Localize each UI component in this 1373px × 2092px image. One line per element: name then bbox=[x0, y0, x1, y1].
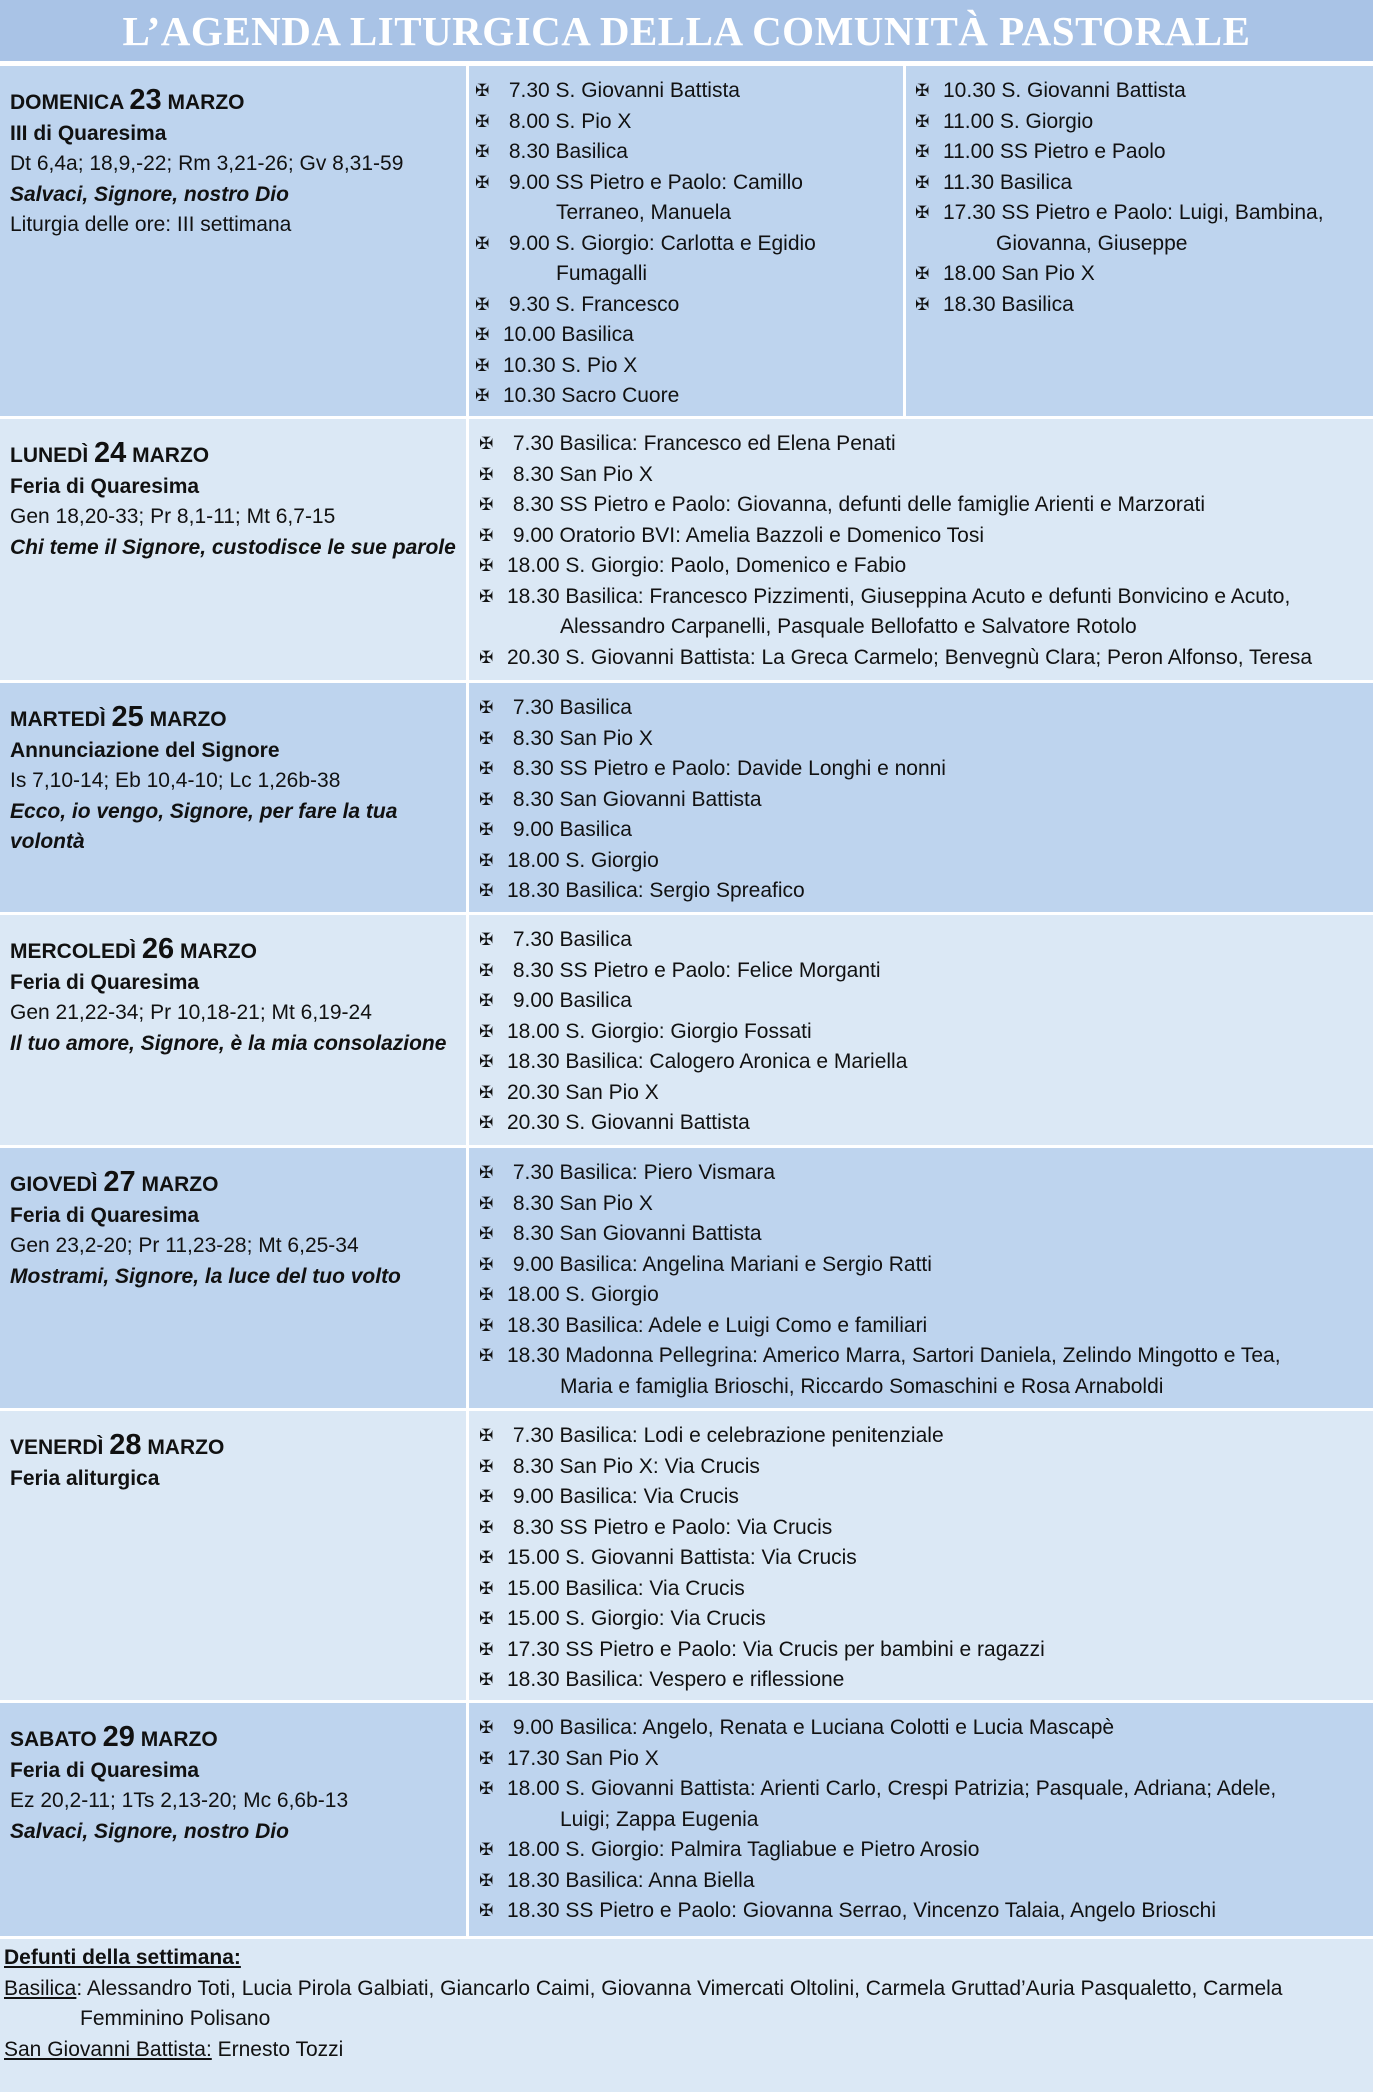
mass-item bbox=[915, 198, 1373, 259]
cross-icon: ✠ bbox=[479, 1082, 494, 1102]
mass-text: 8.30 San Pio X bbox=[507, 1191, 653, 1215]
mass-text: 10.30 S. Pio X bbox=[503, 353, 638, 377]
cross-icon: ✠ bbox=[479, 1163, 494, 1182]
cross-icon: ✠ bbox=[479, 1670, 494, 1689]
day-month: MARZO bbox=[167, 91, 245, 114]
masses-column-2 bbox=[906, 66, 1373, 416]
day-row bbox=[0, 63, 1373, 416]
mass-text: 18.30 Basilica: Sergio Spreafico bbox=[507, 879, 805, 902]
cross-icon: ✠ bbox=[479, 930, 494, 949]
mass-item bbox=[475, 168, 903, 229]
cross-icon: ✠ bbox=[479, 1193, 494, 1213]
masses-column-1 bbox=[469, 66, 906, 416]
cross-icon: ✠ bbox=[479, 1748, 494, 1768]
cross-icon: ✠ bbox=[475, 233, 490, 253]
day-number: 24 bbox=[94, 437, 127, 469]
mass-text: 18.30 Madonna Pellegrina: Americo Marra, Sartori Daniela, Zelindo Mingotto e Tea, bbox=[507, 1344, 1281, 1367]
masses-list bbox=[469, 683, 1373, 912]
day-info bbox=[0, 683, 469, 912]
day-date bbox=[10, 1722, 456, 1756]
masses-list bbox=[469, 915, 1373, 1145]
mass-text: 9.00 Oratorio BVI: Amelia Bazzoli e Domenico Tosi bbox=[507, 523, 985, 547]
mass-item bbox=[479, 429, 1373, 460]
cross-icon: ✠ bbox=[915, 142, 930, 161]
mass-text-continued: Alessandro Carpanelli, Pasquale Bellofatto e Salvatore Rotolo bbox=[560, 615, 1137, 638]
cross-icon: ✠ bbox=[915, 203, 930, 222]
day-date bbox=[10, 85, 456, 119]
mass-text: 18.30 Basilica: Calogero Aronica e Mariella bbox=[507, 1050, 908, 1073]
mass-text: 7.30 S. Giovanni Battista bbox=[503, 79, 740, 102]
day-readings: Gen 23,2-20; Pr 11,23-28; Mt 6,25-34 bbox=[10, 1234, 359, 1257]
mass-text: 7.30 Basilica bbox=[507, 928, 632, 951]
mass-item bbox=[479, 1341, 1373, 1402]
mass-text: 8.30 SS Pietro e Paolo: Felice Morganti bbox=[507, 958, 881, 982]
mass-item bbox=[479, 1896, 1373, 1927]
mass-item bbox=[479, 1047, 1373, 1078]
cross-icon: ✠ bbox=[479, 1052, 494, 1071]
mass-item bbox=[479, 643, 1373, 674]
mass-item bbox=[479, 815, 1373, 846]
mass-text: 18.00 San Pio X bbox=[943, 262, 1095, 285]
day-feast: Feria aliturgica bbox=[10, 1466, 160, 1490]
mass-text: 15.00 Basilica: Via Crucis bbox=[507, 1576, 745, 1600]
mass-text: 11.00 SS Pietro e Paolo bbox=[943, 140, 1166, 163]
mass-item bbox=[475, 137, 903, 168]
day-weekday: MERCOLEDÌ bbox=[10, 940, 136, 963]
cross-icon: ✠ bbox=[479, 434, 494, 453]
mass-item bbox=[475, 381, 903, 412]
mass-item bbox=[475, 107, 903, 138]
mass-text: 8.30 San Giovanni Battista bbox=[507, 787, 762, 811]
day-number: 25 bbox=[111, 701, 144, 733]
mass-text-continued: Giovanna, Giuseppe bbox=[996, 231, 1188, 255]
cross-icon: ✠ bbox=[479, 728, 494, 748]
cross-icon: ✠ bbox=[479, 586, 494, 606]
page-title: L’AGENDA LITURGICA DELLA COMUNITÀ PASTORALE bbox=[122, 7, 1251, 54]
mass-item bbox=[479, 551, 1373, 582]
day-readings: Gen 18,20-33; Pr 8,1-11; Mt 6,7-15 bbox=[10, 505, 336, 528]
mass-text: 15.00 S. Giovanni Battista: Via Crucis bbox=[507, 1546, 857, 1569]
day-psalm: Ecco, io vengo, Signore, per fare la tua volontà bbox=[10, 799, 398, 853]
day-date bbox=[10, 702, 456, 736]
mass-text-continued: Terraneo, Manuela bbox=[556, 201, 732, 224]
mass-text-continued: Maria e famiglia Brioschi, Riccardo Somaschini e Rosa Arnaboldi bbox=[560, 1374, 1164, 1398]
mass-text: 7.30 Basilica: Piero Vismara bbox=[507, 1161, 776, 1184]
deceased-sgb bbox=[4, 2035, 1369, 2066]
cross-icon: ✠ bbox=[475, 386, 490, 405]
deceased-sgb-label: San Giovanni Battista: bbox=[4, 2037, 212, 2061]
cross-icon: ✠ bbox=[475, 172, 490, 192]
day-weekday: LUNEDÌ bbox=[10, 444, 89, 467]
mass-item bbox=[479, 1543, 1373, 1574]
mass-item bbox=[479, 521, 1373, 552]
mass-item bbox=[475, 290, 903, 321]
mass-text: 8.00 S. Pio X bbox=[503, 109, 632, 133]
mass-item bbox=[915, 137, 1373, 168]
cross-icon: ✠ bbox=[915, 111, 930, 131]
day-info bbox=[0, 419, 469, 680]
mass-text: 18.00 S. Giorgio: Palmira Tagliabue e Pietro Arosio bbox=[507, 1838, 980, 1861]
mass-item bbox=[479, 956, 1373, 987]
day-number: 28 bbox=[109, 1429, 142, 1461]
mass-text: 7.30 Basilica: Lodi e celebrazione penitenziale bbox=[507, 1424, 944, 1447]
deceased-heading: Defunti della settimana: bbox=[4, 1946, 241, 1969]
mass-item bbox=[915, 290, 1373, 321]
mass-text: 15.00 S. Giorgio: Via Crucis bbox=[507, 1607, 766, 1630]
deceased-sgb-names: Ernesto Tozzi bbox=[211, 2037, 344, 2061]
cross-icon: ✠ bbox=[479, 1840, 494, 1859]
mass-text: 7.30 Basilica: Francesco ed Elena Penati bbox=[507, 432, 896, 455]
masses-list bbox=[469, 1703, 1373, 1936]
mass-text-continued: Fumagalli bbox=[556, 262, 648, 285]
mass-text: 8.30 San Giovanni Battista bbox=[507, 1222, 762, 1245]
day-weekday: VENERDÌ bbox=[10, 1436, 104, 1459]
day-psalm: Mostrami, Signore, la luce del tuo volto bbox=[10, 1264, 401, 1288]
mass-item bbox=[479, 1219, 1373, 1250]
cross-icon: ✠ bbox=[479, 1285, 494, 1304]
mass-item bbox=[479, 1250, 1373, 1281]
cross-icon: ✠ bbox=[479, 1517, 494, 1537]
cross-icon: ✠ bbox=[479, 1779, 494, 1798]
day-readings: Is 7,10-14; Eb 10,4-10; Lc 1,26b-38 bbox=[10, 769, 341, 792]
day-row bbox=[0, 680, 1373, 912]
day-psalm: Il tuo amore, Signore, è la mia consolazione bbox=[10, 1031, 447, 1055]
cross-icon: ✠ bbox=[479, 1224, 494, 1243]
mass-text: 10.00 Basilica bbox=[503, 323, 634, 346]
cross-icon: ✠ bbox=[479, 1578, 494, 1598]
day-row bbox=[0, 416, 1373, 680]
mass-item bbox=[475, 351, 903, 382]
cross-icon: ✠ bbox=[915, 172, 930, 192]
cross-icon: ✠ bbox=[479, 1487, 494, 1506]
day-info bbox=[0, 66, 469, 416]
day-psalm: Chi teme il Signore, custodisce le sue parole bbox=[10, 535, 456, 559]
mass-text: 9.00 S. Giorgio: Carlotta e Egidio bbox=[503, 231, 816, 255]
mass-text: 9.00 Basilica: Angelina Mariani e Sergio Ratti bbox=[507, 1252, 932, 1276]
mass-item bbox=[479, 785, 1373, 816]
mass-item bbox=[479, 1635, 1373, 1666]
mass-item bbox=[479, 1158, 1373, 1189]
mass-text: 8.30 San Pio X bbox=[507, 726, 653, 750]
day-month: MARZO bbox=[132, 444, 210, 467]
mass-text: 8.30 SS Pietro e Paolo: Davide Longhi e nonni bbox=[507, 757, 946, 780]
mass-text: 18.00 S. Giovanni Battista: Arienti Carlo, Crespi Patrizia; Pasquale, Adriana; Adele, bbox=[507, 1777, 1277, 1800]
day-info bbox=[0, 1148, 469, 1408]
mass-text: 8.30 SS Pietro e Paolo: Via Crucis bbox=[507, 1515, 833, 1539]
cross-icon: ✠ bbox=[479, 647, 494, 667]
day-liturgy-hours: Liturgia delle ore: III settimana bbox=[10, 213, 292, 236]
mass-item bbox=[479, 1835, 1373, 1866]
mass-text: 11.00 S. Giorgio bbox=[943, 109, 1094, 133]
mass-text: 8.30 San Pio X: Via Crucis bbox=[507, 1454, 760, 1478]
mass-text: 7.30 Basilica bbox=[507, 696, 632, 719]
mass-text: 9.00 Basilica: Angelo, Renata e Luciana Colotti e Lucia Mascapè bbox=[507, 1716, 1115, 1739]
mass-text: 18.00 S. Giorgio bbox=[507, 848, 659, 872]
cross-icon: ✠ bbox=[479, 698, 494, 717]
day-weekday: MARTEDÌ bbox=[10, 708, 106, 731]
mass-item bbox=[915, 107, 1373, 138]
day-info bbox=[0, 1703, 469, 1936]
mass-text: 20.30 S. Giovanni Battista bbox=[507, 1111, 750, 1134]
mass-text: 11.30 Basilica bbox=[943, 170, 1073, 194]
cross-icon: ✠ bbox=[479, 525, 494, 545]
mass-item bbox=[479, 1604, 1373, 1635]
mass-item bbox=[479, 1774, 1373, 1835]
cross-icon: ✠ bbox=[479, 1456, 494, 1476]
cross-icon: ✠ bbox=[479, 1426, 494, 1445]
day-psalm: Salvaci, Signore, nostro Dio bbox=[10, 182, 289, 206]
day-date bbox=[10, 1167, 456, 1201]
cross-icon: ✠ bbox=[475, 111, 490, 131]
day-date bbox=[10, 934, 456, 968]
day-feast: Feria di Quaresima bbox=[10, 1758, 200, 1782]
mass-item bbox=[479, 1421, 1373, 1452]
day-readings: Ez 20,2-11; 1Ts 2,13-20; Mc 6,6b-13 bbox=[10, 1789, 349, 1812]
mass-item bbox=[479, 1017, 1373, 1048]
mass-item bbox=[479, 1866, 1373, 1897]
masses-list bbox=[469, 1148, 1373, 1408]
mass-item bbox=[479, 754, 1373, 785]
mass-item bbox=[479, 925, 1373, 956]
cross-icon: ✠ bbox=[479, 991, 494, 1010]
mass-text: 18.30 Basilica: Adele e Luigi Como e familiari bbox=[507, 1313, 928, 1337]
cross-icon: ✠ bbox=[479, 850, 494, 870]
mass-text: 9.00 Basilica bbox=[507, 989, 632, 1012]
cross-icon: ✠ bbox=[479, 1254, 494, 1274]
mass-item bbox=[479, 490, 1373, 521]
day-feast: Annunciazione del Signore bbox=[10, 738, 280, 762]
cross-icon: ✠ bbox=[475, 294, 490, 314]
day-feast: III di Quaresima bbox=[10, 121, 167, 145]
mass-item bbox=[479, 986, 1373, 1017]
mass-item bbox=[479, 724, 1373, 755]
masses-list bbox=[469, 1411, 1373, 1700]
day-month: MARZO bbox=[149, 708, 227, 731]
mass-item bbox=[479, 1108, 1373, 1139]
cross-icon: ✠ bbox=[475, 81, 490, 100]
mass-item bbox=[915, 168, 1373, 199]
mass-item bbox=[479, 1311, 1373, 1342]
cross-icon: ✠ bbox=[915, 294, 930, 314]
mass-text: 8.30 SS Pietro e Paolo: Giovanna, defunti delle famiglie Arienti e Marzorati bbox=[507, 493, 1206, 516]
mass-text: 9.00 Basilica: Via Crucis bbox=[507, 1485, 739, 1508]
day-month: MARZO bbox=[140, 1728, 218, 1751]
mass-item bbox=[479, 582, 1373, 643]
deceased-basilica-names: : Alessandro Toti, Lucia Pirola Galbiati, Giancarlo Caimi, Giovanna Vimercati Oltolini, Carmela Gruttad’Auria Pasqualetto, Carmela bbox=[76, 1976, 1283, 2000]
day-number: 29 bbox=[102, 1721, 135, 1753]
mass-text: 9.30 S. Francesco bbox=[503, 292, 680, 316]
cross-icon: ✠ bbox=[479, 1315, 494, 1335]
cross-icon: ✠ bbox=[479, 881, 494, 900]
mass-item bbox=[475, 76, 903, 107]
mass-item bbox=[479, 1280, 1373, 1311]
mass-item bbox=[479, 1482, 1373, 1513]
mass-item bbox=[479, 1452, 1373, 1483]
mass-item bbox=[479, 1744, 1373, 1775]
mass-item bbox=[479, 846, 1373, 877]
mass-text: 18.30 SS Pietro e Paolo: Giovanna Serrao, Vincenzo Talaia, Angelo Brioschi bbox=[507, 1899, 1217, 1922]
mass-text: 8.30 San Pio X bbox=[507, 462, 653, 486]
day-info bbox=[0, 915, 469, 1145]
mass-text: 9.00 Basilica bbox=[507, 818, 632, 841]
mass-item bbox=[915, 259, 1373, 290]
cross-icon: ✠ bbox=[479, 759, 494, 778]
mass-item bbox=[479, 693, 1373, 724]
mass-text: 18.00 S. Giorgio bbox=[507, 1283, 659, 1306]
mass-text: 17.30 SS Pietro e Paolo: Via Crucis per bambini e ragazzi bbox=[507, 1637, 1045, 1661]
deceased-basilica bbox=[4, 1974, 1369, 2005]
mass-text: 18.00 S. Giorgio: Paolo, Domenico e Fabio bbox=[507, 554, 907, 577]
mass-text: 9.00 SS Pietro e Paolo: Camillo bbox=[503, 170, 803, 194]
day-row bbox=[0, 912, 1373, 1145]
cross-icon: ✠ bbox=[479, 495, 494, 514]
cross-icon: ✠ bbox=[475, 355, 490, 375]
mass-text: 17.30 SS Pietro e Paolo: Luigi, Bambina, bbox=[943, 201, 1324, 224]
cross-icon: ✠ bbox=[479, 556, 494, 575]
deceased-section bbox=[0, 1936, 1373, 2092]
cross-icon: ✠ bbox=[479, 1901, 494, 1920]
mass-item bbox=[915, 76, 1373, 107]
mass-text: 18.30 Basilica bbox=[943, 292, 1074, 316]
cross-icon: ✠ bbox=[479, 1718, 494, 1737]
cross-icon: ✠ bbox=[479, 1346, 494, 1365]
day-feast: Feria di Quaresima bbox=[10, 1203, 200, 1227]
mass-text: 20.30 San Pio X bbox=[507, 1080, 659, 1104]
mass-item bbox=[479, 1078, 1373, 1109]
day-feast: Feria di Quaresima bbox=[10, 474, 200, 498]
masses-list bbox=[469, 419, 1373, 680]
mass-item bbox=[479, 1513, 1373, 1544]
day-date bbox=[10, 1430, 456, 1464]
cross-icon: ✠ bbox=[479, 960, 494, 980]
cross-icon: ✠ bbox=[475, 325, 490, 344]
mass-text: 20.30 S. Giovanni Battista: La Greca Carmelo; Benvegnù Clara; Peron Alfonso, Teresa bbox=[507, 645, 1313, 669]
mass-text: 18.30 Basilica: Vespero e riflessione bbox=[507, 1668, 845, 1691]
deceased-basilica-label: Basilica bbox=[4, 1976, 77, 2000]
cross-icon: ✠ bbox=[479, 1021, 494, 1041]
day-weekday: GIOVEDÌ bbox=[10, 1173, 98, 1196]
day-weekday: SABATO bbox=[10, 1728, 97, 1751]
cross-icon: ✠ bbox=[479, 1639, 494, 1659]
cross-icon: ✠ bbox=[479, 1609, 494, 1628]
day-readings: Gen 21,22-34; Pr 10,18-21; Mt 6,19-24 bbox=[10, 1001, 372, 1024]
day-month: MARZO bbox=[147, 1436, 225, 1459]
cross-icon: ✠ bbox=[479, 789, 494, 809]
mass-item bbox=[475, 229, 903, 290]
mass-item bbox=[479, 1574, 1373, 1605]
deceased-basilica-names-cont: Femminino Polisano bbox=[80, 2007, 271, 2030]
mass-item bbox=[479, 1713, 1373, 1744]
day-row bbox=[0, 1408, 1373, 1700]
mass-text: 18.30 Basilica: Francesco Pizzimenti, Giuseppina Acuto e defunti Bonvicino e Acuto, bbox=[507, 584, 1291, 608]
day-month: MARZO bbox=[141, 1173, 219, 1196]
mass-item bbox=[475, 320, 903, 351]
cross-icon: ✠ bbox=[479, 464, 494, 484]
mass-text-continued: Luigi; Zappa Eugenia bbox=[560, 1807, 759, 1831]
mass-item bbox=[479, 460, 1373, 491]
title-bar bbox=[0, 0, 1373, 63]
day-number: 26 bbox=[141, 933, 175, 965]
cross-icon: ✠ bbox=[479, 1548, 494, 1567]
mass-text: 8.30 Basilica bbox=[503, 140, 628, 163]
day-readings: Dt 6,4a; 18,9,-22; Rm 3,21-26; Gv 8,31-59 bbox=[10, 152, 404, 175]
cross-icon: ✠ bbox=[475, 142, 490, 161]
day-row bbox=[0, 1700, 1373, 1936]
cross-icon: ✠ bbox=[915, 264, 930, 283]
day-weekday: DOMENICA bbox=[10, 91, 124, 114]
cross-icon: ✠ bbox=[915, 81, 930, 100]
mass-text: 18.30 Basilica: Anna Biella bbox=[507, 1868, 755, 1892]
mass-item bbox=[479, 1665, 1373, 1696]
day-psalm: Salvaci, Signore, nostro Dio bbox=[10, 1819, 289, 1843]
day-info bbox=[0, 1411, 469, 1700]
mass-text: 18.00 S. Giorgio: Giorgio Fossati bbox=[507, 1019, 812, 1043]
day-row bbox=[0, 1145, 1373, 1408]
cross-icon: ✠ bbox=[479, 820, 494, 839]
day-feast: Feria di Quaresima bbox=[10, 970, 200, 994]
mass-text: 17.30 San Pio X bbox=[507, 1746, 659, 1770]
cross-icon: ✠ bbox=[479, 1870, 494, 1890]
cross-icon: ✠ bbox=[479, 1113, 494, 1132]
day-number: 27 bbox=[103, 1166, 136, 1198]
mass-text: 10.30 Sacro Cuore bbox=[503, 384, 680, 407]
day-date bbox=[10, 438, 456, 472]
mass-item bbox=[479, 1189, 1373, 1220]
mass-text: 10.30 S. Giovanni Battista bbox=[943, 79, 1186, 102]
mass-item bbox=[479, 876, 1373, 907]
day-number: 23 bbox=[129, 84, 162, 116]
day-month: MARZO bbox=[179, 940, 257, 963]
